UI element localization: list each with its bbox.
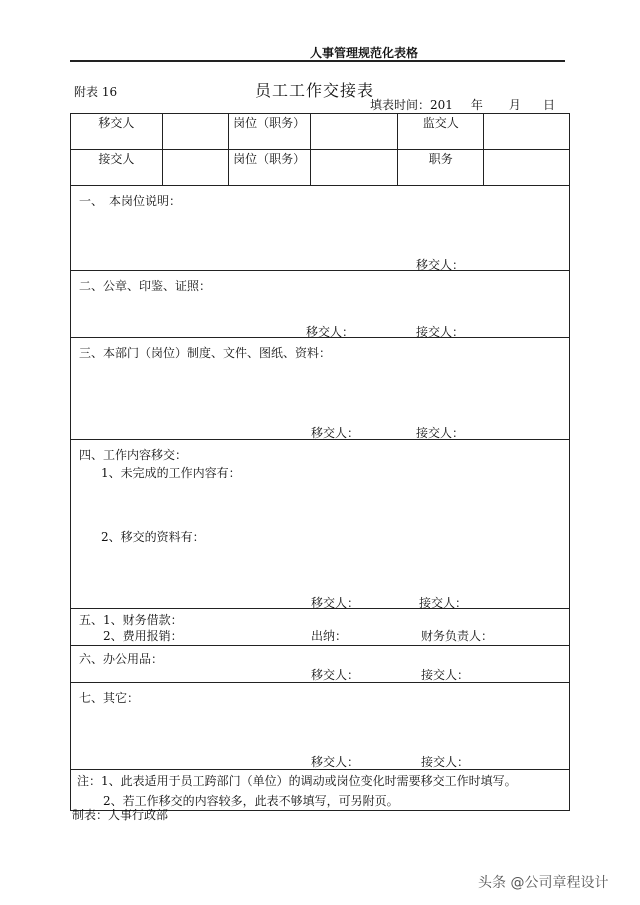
section-3-transferor-sign: 移交人：	[311, 426, 360, 440]
fill-time-month: 月	[508, 98, 521, 112]
section-3	[71, 338, 570, 440]
section-4-receiver-sign: 接交人：	[419, 596, 468, 610]
section-5-expense-reimbursement: 2、费用报销：	[103, 629, 183, 643]
section-6	[71, 646, 570, 683]
header-row-transferor	[71, 114, 570, 150]
section-7-transferor-sign: 移交人：	[311, 755, 360, 769]
fill-time-year: 年	[470, 98, 483, 112]
section-2-label: 二、公章、印鉴、证照：	[79, 279, 212, 293]
supervisor-field[interactable]	[484, 114, 570, 150]
section-6-receiver-sign: 接交人：	[421, 668, 470, 682]
section-7-receiver-sign: 接交人：	[421, 755, 470, 769]
appendix-number: 附表 16	[74, 85, 118, 99]
transferor-label: 移交人	[71, 114, 163, 150]
section-4-transferred-materials: 2、移交的资料有：	[101, 530, 205, 544]
header-title: 人事管理规范化表格	[310, 46, 419, 60]
note-1: 注：1、此表适用于员工跨部门（单位）的调动或岗位变化时需要移交工作时填写。	[77, 774, 517, 788]
section-1-transferor-sign: 移交人：	[416, 258, 465, 272]
supervisor-label: 监交人	[398, 114, 484, 150]
duty-field[interactable]	[484, 150, 570, 186]
section-5	[71, 609, 570, 646]
form-maker: 制表：人事行政部	[72, 808, 169, 822]
fill-time	[370, 96, 555, 113]
notes-row	[71, 770, 570, 811]
section-1-label: 一、 本岗位说明：	[79, 194, 182, 208]
note-2: 2、若工作移交的内容较多，此表不够填写，可另附页。	[103, 794, 399, 808]
transferor-position-field[interactable]	[310, 114, 398, 150]
receiver-field[interactable]	[162, 150, 228, 186]
section-4	[71, 440, 570, 609]
fill-time-label: 填表时间：201	[370, 98, 453, 112]
duty-label: 职务	[398, 150, 484, 186]
section-4-label: 四、工作内容移交：	[79, 448, 188, 462]
section-5-label: 五、1、财务借款：	[79, 613, 183, 627]
section-5-finance-head-sign: 财务负责人：	[421, 629, 494, 643]
section-5-cashier-sign: 出纳：	[311, 629, 348, 643]
transferor-position-label: 岗位（职务）	[228, 114, 310, 150]
form-title: 员工工作交接表	[255, 81, 375, 100]
receiver-label: 接交人	[71, 150, 163, 186]
section-2-transferor-sign: 移交人：	[306, 325, 355, 339]
section-2	[71, 271, 570, 338]
receiver-position-field[interactable]	[310, 150, 398, 186]
header-row-receiver	[71, 150, 570, 186]
section-3-receiver-sign: 接交人：	[416, 426, 465, 440]
section-4-transferor-sign: 移交人：	[311, 596, 360, 610]
section-6-transferor-sign: 移交人：	[311, 668, 360, 682]
fill-time-day: 日	[542, 98, 555, 112]
receiver-position-label: 岗位（职务）	[228, 150, 310, 186]
section-2-receiver-sign: 接交人：	[416, 325, 465, 339]
section-4-unfinished-work: 1、未完成的工作内容有：	[101, 466, 241, 480]
header-rule	[70, 60, 565, 62]
handover-table	[70, 113, 570, 811]
transferor-field[interactable]	[162, 114, 228, 150]
section-1	[71, 186, 570, 271]
watermark: 头条 @公司章程设计	[478, 875, 609, 891]
section-7	[71, 683, 570, 770]
section-3-label: 三、本部门（岗位）制度、文件、图纸、资料：	[79, 346, 332, 360]
section-6-label: 六、办公用品：	[79, 652, 164, 666]
section-7-label: 七、其它：	[79, 691, 140, 705]
